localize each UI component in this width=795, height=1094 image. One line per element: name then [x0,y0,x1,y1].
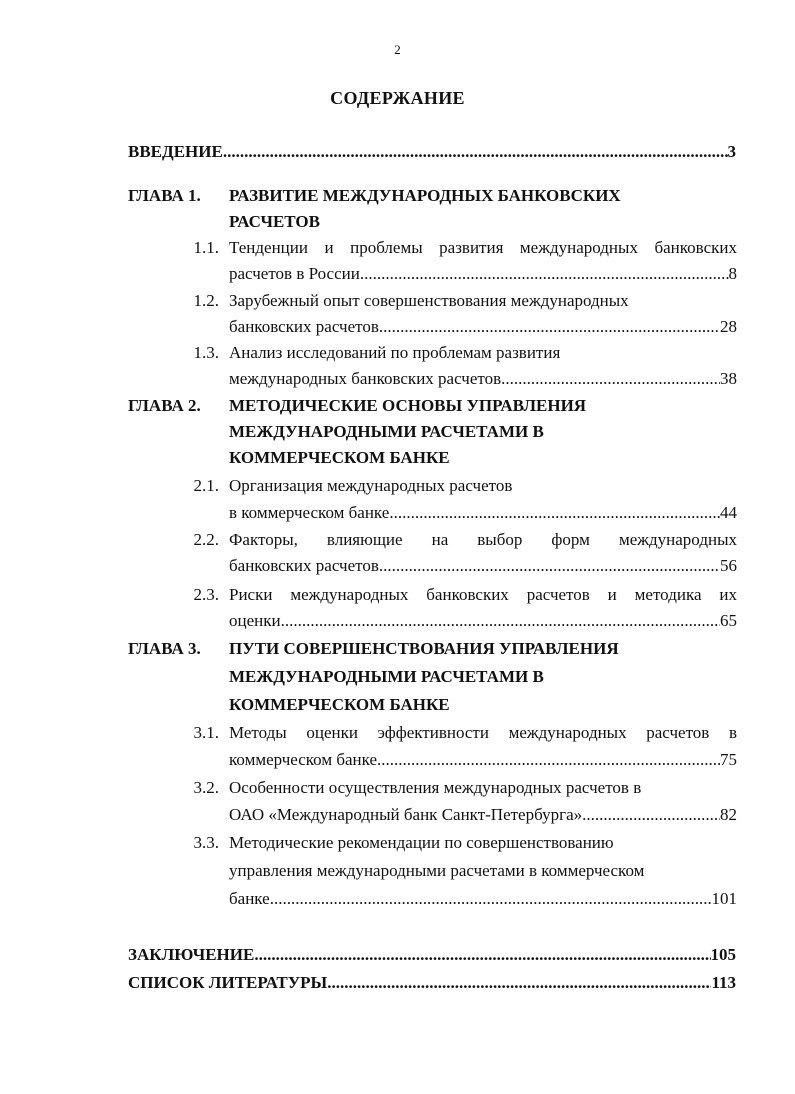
section-3-1-title[interactable]: Методы оценки эффективности международных расчетов в [229,723,737,742]
toc-entry-references[interactable] [128,970,736,996]
page-number: 2 [394,42,401,57]
toc-entry-page: 8 [728,264,737,283]
section-2-3-entry[interactable] [229,608,737,634]
toc-entry-page: 3 [727,142,736,161]
toc-entry-page: 82 [720,805,737,824]
section-3-2-title[interactable]: Особенности осуществления международных расчетов в [229,778,642,797]
chapter-2-title-line-2[interactable]: МЕЖДУНАРОДНЫМИ РАСЧЕТАМИ В [229,422,544,441]
toc-entry-page: 105 [710,945,736,964]
section-3-2-number: 3.2. [193,778,219,797]
section-1-1-title[interactable]: Тенденции и проблемы развития международных банковских [229,238,737,257]
toc-entry-text: в коммерческом банке [229,503,390,522]
section-1-2-entry[interactable] [229,314,737,340]
toc-entry-page: 75 [720,750,737,769]
section-1-2-title[interactable]: Зарубежный опыт совершенствования международных [229,291,629,310]
toc-leader [281,608,720,634]
section-2-2-entry[interactable] [229,553,737,579]
toc-leader [327,970,711,996]
section-2-3-title[interactable]: Риски международных банковских расчетов и методика их [229,585,737,604]
section-1-3-entry[interactable] [229,366,737,392]
section-2-1-title[interactable]: Организация международных расчетов [229,476,513,495]
toc-entry-page: 44 [720,503,737,522]
toc-entry-page: 28 [720,317,737,336]
chapter-1-label: ГЛАВА 1. [128,186,201,205]
chapter-2-label: ГЛАВА 2. [128,396,201,415]
toc-entry-text: ОАО «Международный банк Санкт-Петербурга» [229,805,583,824]
section-2-2-title[interactable]: Факторы, влияющие на выбор форм международных [229,530,737,549]
toc-entry-text: международных банковских расчетов [229,369,502,388]
toc-entry-page: 38 [720,369,737,388]
toc-title: СОДЕРЖАНИЕ [330,88,465,108]
toc-entry-page: 113 [711,973,736,992]
section-2-1-entry[interactable] [229,500,737,526]
toc-entry-text: ВВЕДЕНИЕ [128,142,223,161]
section-3-3-title-cont[interactable]: управления международными расчетами в коммерческом [229,861,645,880]
section-3-1-number: 3.1. [193,723,219,742]
section-2-3-number: 2.3. [193,585,219,604]
toc-leader [360,261,729,287]
toc-leader [377,747,720,773]
section-3-3-title[interactable]: Методические рекомендации по совершенствованию [229,833,614,852]
toc-entry-conclusion[interactable] [128,942,736,968]
section-3-3-entry[interactable] [229,886,737,912]
section-3-2-entry[interactable] [229,802,737,828]
toc-leader [501,366,720,392]
toc-leader [270,886,712,912]
toc-entry-text: банковских расчетов [229,317,379,336]
section-2-2-number: 2.2. [193,530,219,549]
toc-entry-page: 56 [720,556,737,575]
section-3-3-number: 3.3. [193,833,219,852]
section-3-1-entry[interactable] [229,747,737,773]
toc-entry-text: расчетов в России [229,264,360,283]
chapter-2-title-line-3[interactable]: КОММЕРЧЕСКОМ БАНКЕ [229,448,450,467]
chapter-3-label: ГЛАВА 3. [128,639,201,658]
toc-entry-text: банке [229,889,270,908]
section-1-1-entry[interactable] [229,261,737,287]
toc-leader [379,314,720,340]
toc-entry-text: СПИСОК ЛИТЕРАТУРЫ [128,973,328,992]
toc-entry-text: ЗАКЛЮЧЕНИЕ [128,945,255,964]
toc-leader [254,942,710,968]
section-1-1-number: 1.1. [193,238,219,257]
toc-leader [389,500,720,526]
toc-leader [379,553,720,579]
chapter-2-title-line-1[interactable]: МЕТОДИЧЕСКИЕ ОСНОВЫ УПРАВЛЕНИЯ [229,396,587,415]
section-1-3-number: 1.3. [193,343,219,362]
chapter-3-title-line-3[interactable]: КОММЕРЧЕСКОМ БАНКЕ [229,695,450,714]
toc-leader [223,139,728,165]
chapter-1-title-line-2[interactable]: РАСЧЕТОВ [229,212,320,231]
toc-entry-page: 101 [711,889,737,908]
toc-entry-text: оценки [229,611,281,630]
toc-entry-text: банковских расчетов [229,556,379,575]
chapter-3-title-line-2[interactable]: МЕЖДУНАРОДНЫМИ РАСЧЕТАМИ В [229,667,544,686]
section-1-3-title[interactable]: Анализ исследований по проблемам развития [229,343,561,362]
toc-entry-text: коммерческом банке [229,750,378,769]
chapter-1-title-line-1[interactable]: РАЗВИТИЕ МЕЖДУНАРОДНЫХ БАНКОВСКИХ [229,186,621,205]
section-2-1-number: 2.1. [193,476,219,495]
toc-leader [582,802,720,828]
toc-entry-page: 65 [720,611,737,630]
chapter-3-title-line-1[interactable]: ПУТИ СОВЕРШЕНСТВОВАНИЯ УПРАВЛЕНИЯ [229,639,619,658]
section-1-2-number: 1.2. [193,291,219,310]
toc-entry-intro[interactable] [128,139,736,165]
